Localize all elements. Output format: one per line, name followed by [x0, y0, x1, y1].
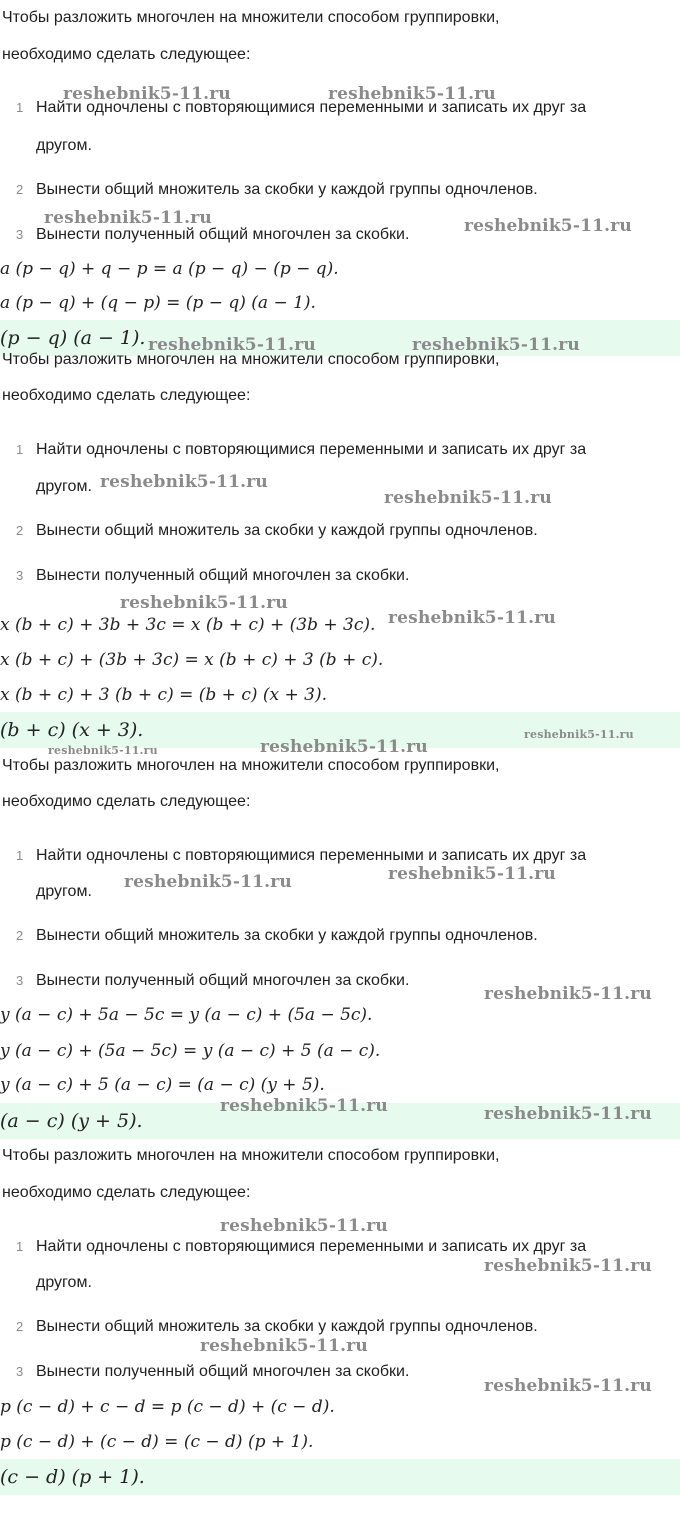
watermark: reshebnik5-11.ru: [484, 1104, 652, 1124]
watermark: reshebnik5-11.ru: [388, 608, 556, 628]
step-text: Найти одночлены с повторяющимися переменными и записать их друг за: [36, 99, 587, 116]
equation-line: p (c − d) + c − d = p (c − d) + (c − d).: [0, 1397, 335, 1417]
step-text: Вынести общий множитель за скобки у каждой группы одночленов.: [36, 181, 538, 198]
equation-line: p (c − d) + (c − d) = (c − d) (p + 1).: [0, 1432, 314, 1452]
watermark: reshebnik5-11.ru: [44, 208, 212, 228]
answer: (b + c) (x + 3).: [0, 719, 144, 741]
equation-line: x (b + c) + 3 (b + c) = (b + c) (x + 3).: [0, 685, 328, 705]
step-3: [16, 225, 409, 245]
watermark: reshebnik5-11.ru: [484, 984, 652, 1004]
answer: (a − c) (y + 5).: [0, 1110, 143, 1132]
step-number: 3: [16, 1364, 24, 1379]
watermark: reshebnik5-11.ru: [220, 1096, 388, 1116]
equation-line: a (p − q) + (q − p) = (p − q) (a − 1).: [0, 293, 316, 313]
step-2: [16, 521, 538, 541]
watermark: reshebnik5-11.ru: [388, 864, 556, 884]
watermark: reshebnik5-11.ru: [63, 84, 231, 104]
step-text: Найти одночлены с повторяющимися переменными и записать их друг за: [36, 441, 587, 458]
step-number: 2: [16, 523, 24, 538]
step-1-continuation: другом.: [36, 1274, 92, 1291]
step-1: [16, 1237, 586, 1257]
watermark: reshebnik5-11.ru: [484, 1376, 652, 1396]
step-1-continuation: другом.: [36, 883, 92, 900]
step-text: Вынести полученный общий многочлен за скобки.: [36, 226, 410, 243]
intro-line-1: Чтобы разложить многочлен на множители способом группировки,: [2, 9, 500, 26]
watermark: reshebnik5-11.ru: [124, 872, 292, 892]
equation-line: y (a − c) + 5 (a − c) = (a − c) (y + 5).: [0, 1075, 325, 1095]
step-number: 2: [16, 1319, 24, 1334]
step-2: [16, 180, 538, 200]
equation-line: x (b + c) + (3b + 3c) = x (b + c) + 3 (b + c).: [0, 650, 384, 670]
step-text: Вынести общий множитель за скобки у каждой группы одночленов.: [36, 522, 538, 539]
step-1-continuation: другом.: [36, 137, 92, 154]
intro-line-2: необходимо сделать следующее:: [2, 387, 251, 404]
step-number: 3: [16, 568, 24, 583]
equation-line: x (b + c) + 3b + 3c = x (b + c) + (3b + 3c).: [0, 615, 376, 635]
step-number: 2: [16, 182, 24, 197]
step-text: Вынести общий множитель за скобки у каждой группы одночленов.: [36, 1318, 538, 1335]
equation-line: a (p − q) + q − p = a (p − q) − (p − q).: [0, 259, 339, 279]
step-number: 1: [16, 442, 24, 457]
equation-line: y (a − c) + (5a − 5c) = y (a − c) + 5 (a − c).: [0, 1041, 381, 1061]
intro-line-2: необходимо сделать следующее:: [2, 793, 251, 810]
step-2: [16, 926, 538, 946]
step-3: [16, 566, 409, 586]
watermark: reshebnik5-11.ru: [148, 335, 316, 355]
watermark: reshebnik5-11.ru: [328, 84, 496, 104]
intro-line-1: Чтобы разложить многочлен на множители способом группировки,: [2, 1147, 500, 1164]
step-1: [16, 846, 586, 866]
watermark: reshebnik5-11.ru: [524, 728, 634, 741]
step-text: Вынести полученный общий многочлен за скобки.: [36, 1363, 410, 1380]
step-number: 1: [16, 848, 24, 863]
watermark: reshebnik5-11.ru: [100, 472, 268, 492]
step-number: 3: [16, 973, 24, 988]
step-text: Вынести полученный общий многочлен за скобки.: [36, 972, 410, 989]
equation-line: y (a − c) + 5a − 5c = y (a − c) + (5a − 5c).: [0, 1005, 373, 1025]
intro-line-1: Чтобы разложить многочлен на множители способом группировки,: [2, 757, 500, 774]
watermark: reshebnik5-11.ru: [260, 737, 428, 757]
step-text: Вынести полученный общий многочлен за скобки.: [36, 567, 410, 584]
watermark: reshebnik5-11.ru: [384, 488, 552, 508]
answer: (c − d) (p + 1).: [0, 1466, 145, 1488]
watermark: reshebnik5-11.ru: [48, 744, 158, 757]
step-text: Найти одночлены с повторяющимися переменными и записать их друг за: [36, 847, 587, 864]
step-number: 2: [16, 928, 24, 943]
step-1: [16, 440, 586, 460]
watermark: reshebnik5-11.ru: [464, 216, 632, 236]
intro-line-2: необходимо сделать следующее:: [2, 46, 251, 63]
step-number: 3: [16, 227, 24, 242]
step-2: [16, 1317, 538, 1337]
step-1-continuation: другом.: [36, 478, 92, 495]
step-3: [16, 1362, 409, 1382]
step-3: [16, 971, 409, 991]
intro-line-2: необходимо сделать следующее:: [2, 1184, 251, 1201]
watermark: reshebnik5-11.ru: [200, 1336, 368, 1356]
step-text: Найти одночлены с повторяющимися переменными и записать их друг за: [36, 1238, 587, 1255]
watermark: reshebnik5-11.ru: [120, 593, 288, 613]
step-number: 1: [16, 1239, 24, 1254]
step-text: Вынести общий множитель за скобки у каждой группы одночленов.: [36, 927, 538, 944]
answer: (p − q) (a − 1).: [0, 327, 146, 349]
step-number: 1: [16, 100, 24, 115]
watermark: reshebnik5-11.ru: [412, 335, 580, 355]
watermark: reshebnik5-11.ru: [220, 1216, 388, 1236]
watermark: reshebnik5-11.ru: [484, 1256, 652, 1276]
intro-line-1: Чтобы разложить многочлен на множители способом группировки,: [2, 351, 500, 368]
